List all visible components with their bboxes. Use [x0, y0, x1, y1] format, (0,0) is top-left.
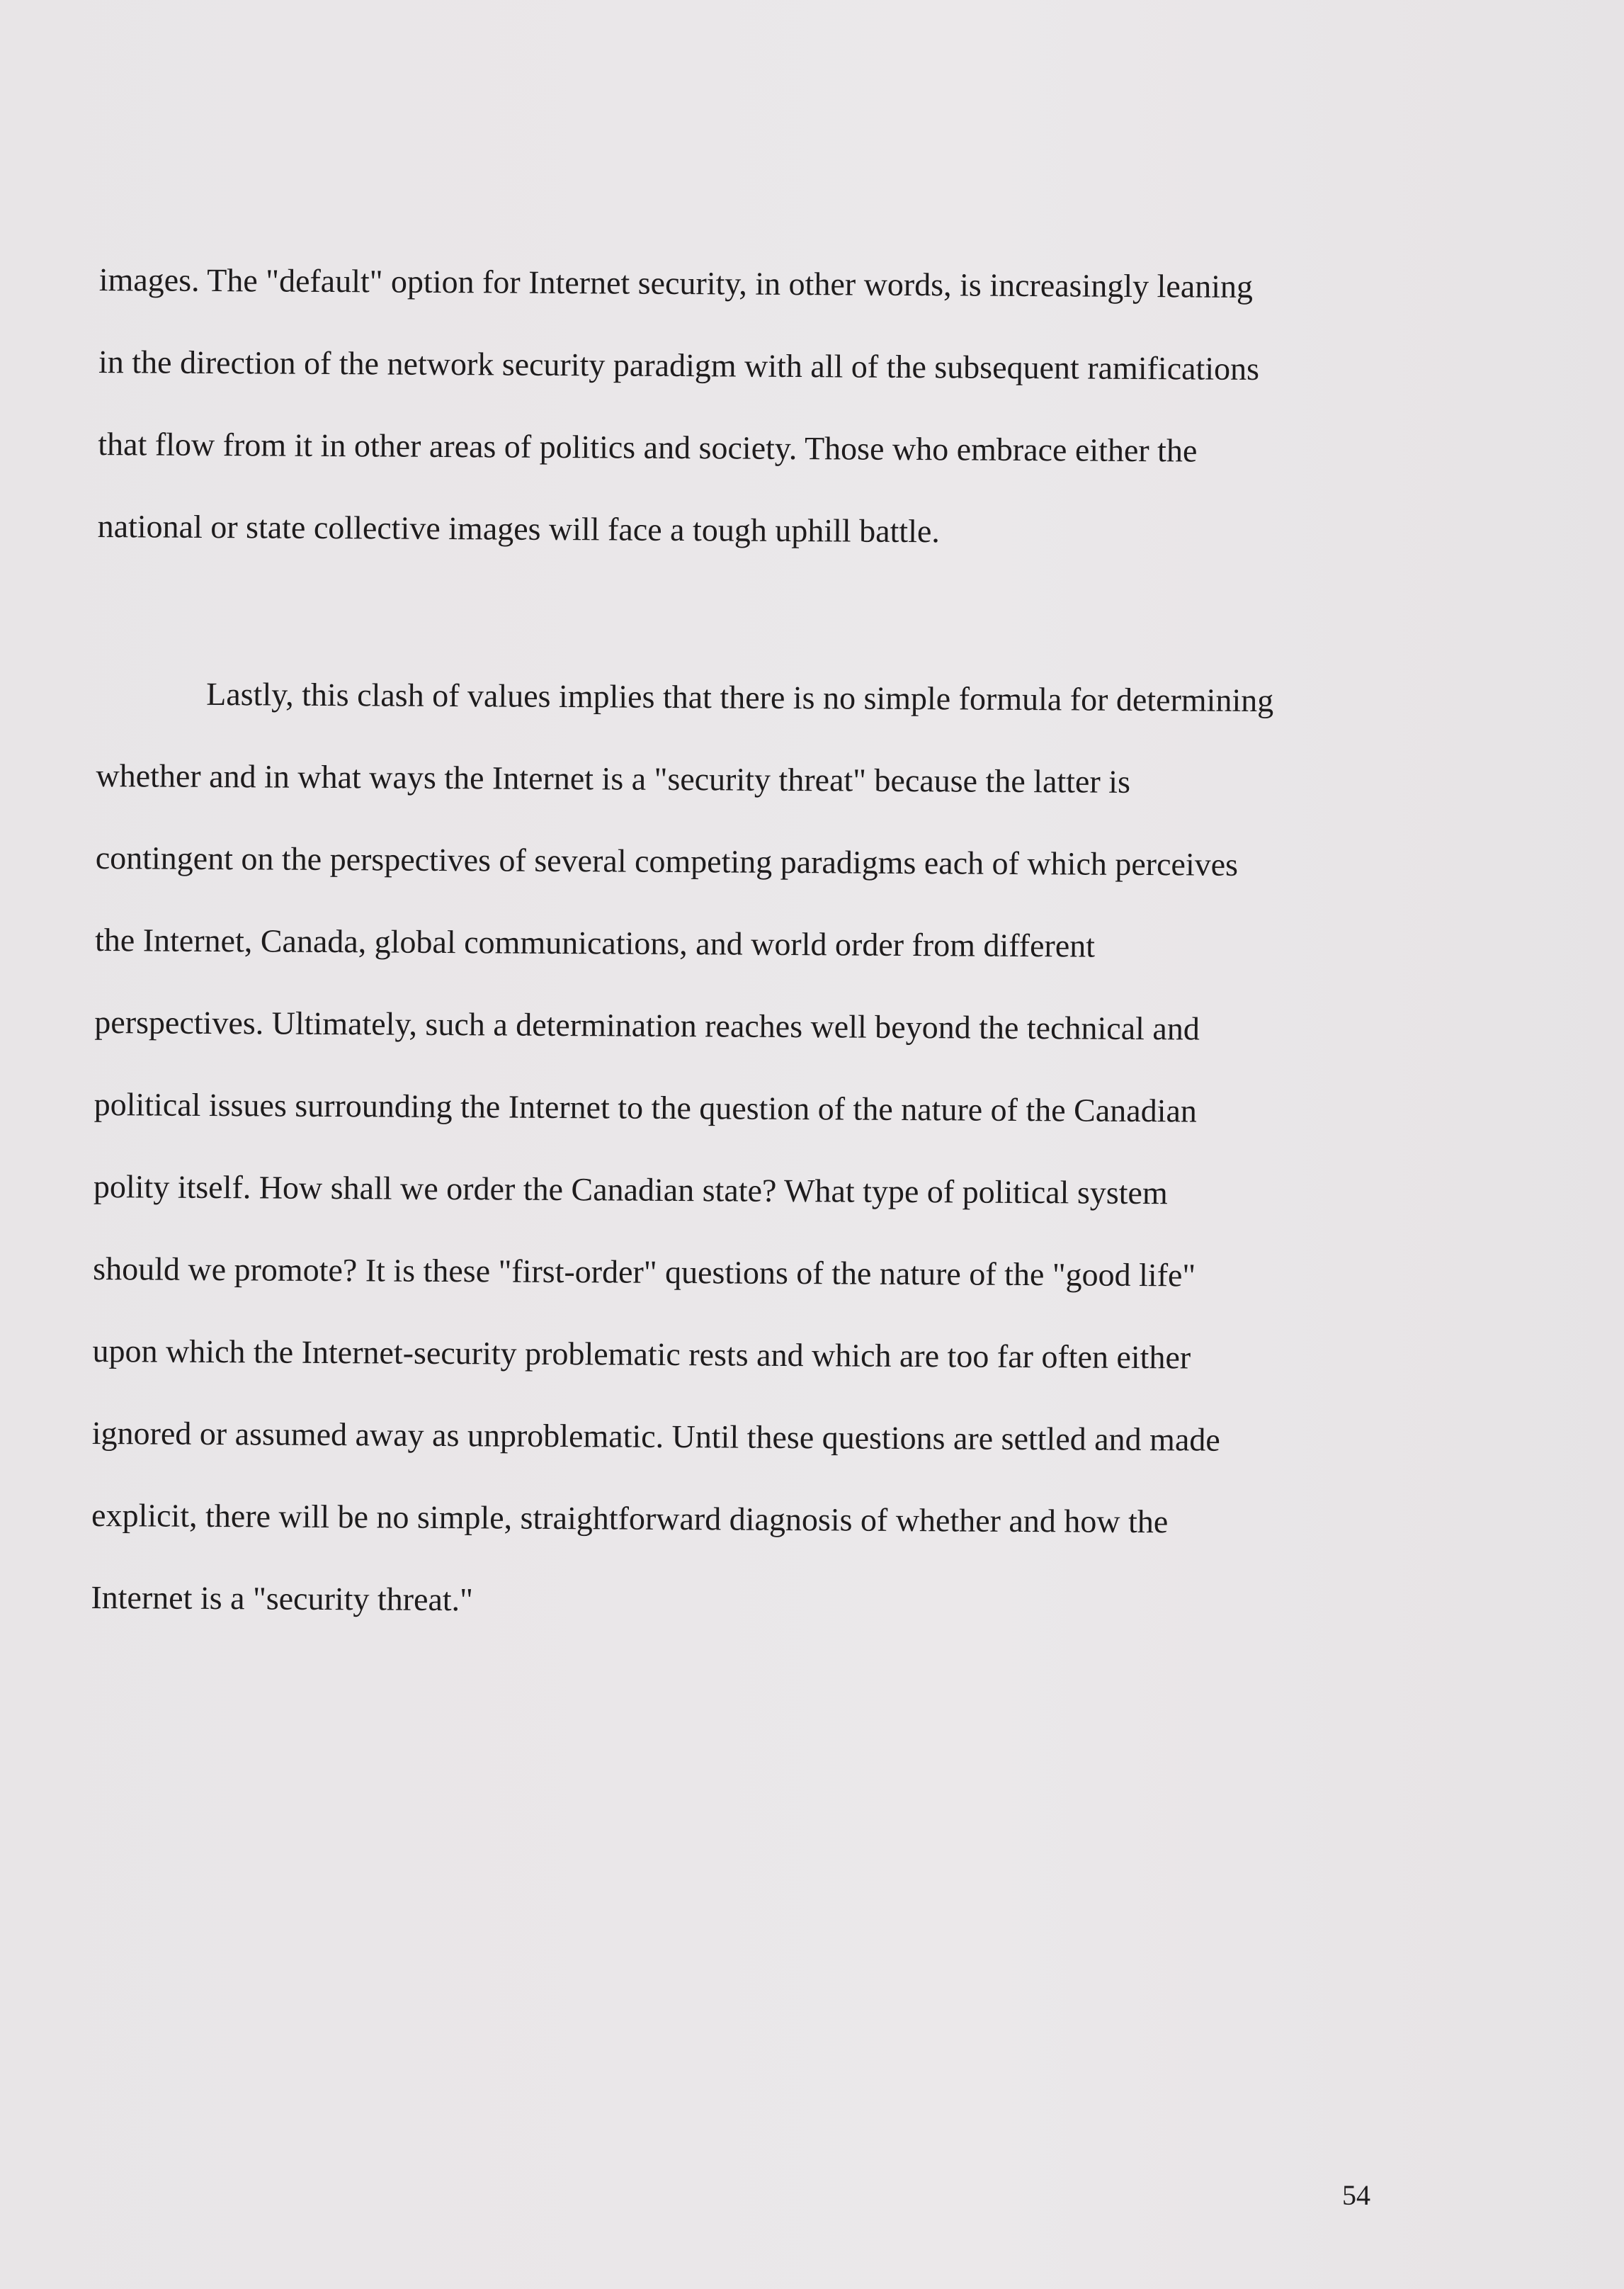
paragraph-line: in the direction of the network security paradigm with all of the subsequent ramifications	[98, 343, 1260, 388]
paragraph-line: whether and in what ways the Internet is a "security threat" because the latter is	[96, 757, 1131, 800]
paragraph-line: explicit, there will be no simple, straightforward diagnosis of whether and how the	[91, 1496, 1169, 1540]
paragraph-line: polity itself. How shall we order the Canadian state? What type of political system	[93, 1168, 1168, 1211]
paragraph-line: the Internet, Canada, global communications, and world order from different	[94, 921, 1096, 964]
paragraph-line: Lastly, this clash of values implies that there is no simple formula for determining	[206, 675, 1274, 719]
paragraph-line: should we promote? It is these "first-order" questions of the nature of the "good life"	[93, 1250, 1196, 1294]
paragraph-line: ignored or assumed away as unproblematic. Until these questions are settled and made	[91, 1414, 1220, 1458]
paragraph-line: national or state collective images will face a tough uphill battle.	[97, 507, 941, 550]
paragraph-line: contingent on the perspectives of several competing paradigms each of which perceives	[95, 839, 1239, 883]
paragraph-line: perspectives. Ultimately, such a determination reaches well beyond the technical and	[94, 1003, 1200, 1047]
paragraph-line: Internet is a "security threat."	[91, 1578, 474, 1618]
body-text	[91, 255, 1388, 1663]
paragraph-line: political issues surrounding the Internet to the question of the nature of the Canadian	[93, 1085, 1198, 1129]
page-number: 54	[1342, 2179, 1370, 2211]
paragraph-1	[97, 255, 1388, 592]
paragraph-spacer	[96, 584, 1386, 677]
paragraph-line: images. The "default" option for Internet security, in other words, is increasingly leaning	[98, 261, 1254, 305]
paragraph-2	[91, 669, 1385, 1663]
paragraph-line: upon which the Internet-security problematic rests and which are too far often either	[92, 1332, 1191, 1376]
paragraph-line: that flow from it in other areas of politics and society. Those who embrace either the	[98, 425, 1198, 469]
